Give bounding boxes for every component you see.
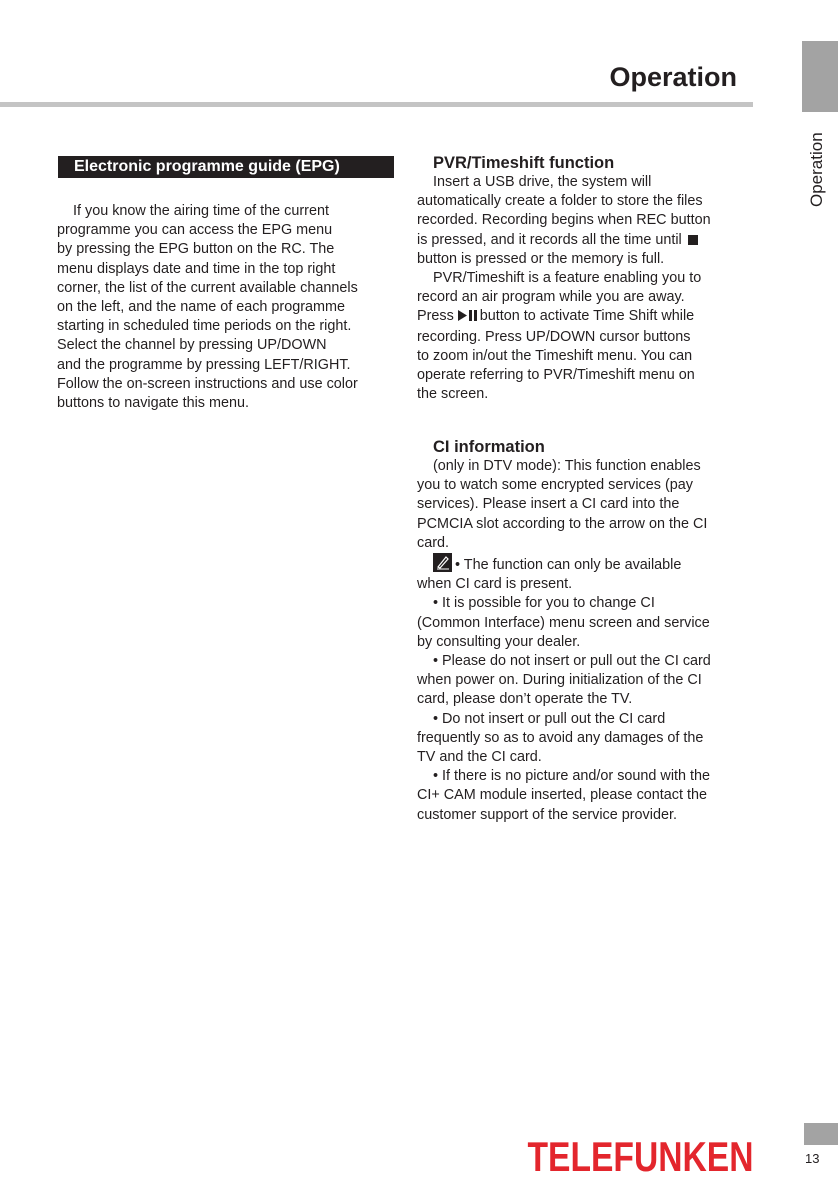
ci-bullet-line: • If there is no picture and/or sound with the xyxy=(433,768,711,785)
ci-bullet-line: • Please do not insert or pull out the CI card xyxy=(433,653,711,670)
pvr-text-line xyxy=(417,231,753,250)
ci-text-line: when power on. During initialization of the CI xyxy=(417,672,702,689)
pvr-text-line: recorded. Recording begins when REC button xyxy=(417,212,711,229)
ci-text-line: frequently so as to avoid any damages of the xyxy=(417,729,704,746)
epg-line: on the left, and the name of each programme xyxy=(57,299,345,316)
pvr-text-line: the screen. xyxy=(417,386,489,403)
epg-heading: Electronic programme guide (EPG) xyxy=(58,156,394,178)
epg-line: programme you can access the EPG menu xyxy=(57,222,333,239)
ci-text-line: customer support of the service provider. xyxy=(417,806,677,823)
page-number: 13 xyxy=(805,1151,820,1166)
pvr-text-line: automatically create a folder to store the files xyxy=(417,193,703,210)
pvr-text-line xyxy=(417,307,753,327)
pvr-text-line: button is pressed or the memory is full. xyxy=(417,250,665,267)
pvr-text: Press xyxy=(417,308,454,325)
epg-line: Select the channel by pressing UP/DOWN xyxy=(57,337,327,354)
ci-text-line: TV and the CI card. xyxy=(417,749,542,766)
pvr-text: is pressed, and it records all the time until xyxy=(417,231,682,248)
epg-line: Follow the on-screen instructions and use color xyxy=(57,375,358,392)
ci-text-line: PCMCIA slot according to the arrow on the CI xyxy=(417,515,708,532)
side-tab xyxy=(802,41,838,112)
ci-heading: CI information xyxy=(433,438,545,456)
epg-line: by pressing the EPG button on the RC. The xyxy=(57,241,335,258)
brand-wordmark: TELEFUNKEN xyxy=(527,1135,754,1175)
ci-text-line: by consulting your dealer. xyxy=(417,633,581,650)
ci-text-line: when CI card is present. xyxy=(417,576,573,593)
ci-section xyxy=(417,437,753,825)
pencil-note-icon xyxy=(433,553,452,572)
ci-text-line: CI+ CAM module inserted, please contact the xyxy=(417,787,707,804)
ci-bullet-line: • Do not insert or pull out the CI card xyxy=(433,710,666,727)
pvr-section xyxy=(417,153,753,404)
pvr-text-line: operate referring to PVR/Timeshift menu on xyxy=(417,367,695,384)
ci-note-line xyxy=(417,553,753,575)
epg-line: If you know the airing time of the current xyxy=(73,203,329,219)
header-divider xyxy=(0,102,753,107)
ci-bullet-line: • It is possible for you to change CI xyxy=(433,595,655,612)
page-title: Operation xyxy=(609,62,737,92)
play-pause-icon xyxy=(458,308,478,327)
pvr-text-line: recording. Press UP/DOWN cursor buttons xyxy=(417,328,691,345)
side-tab-label: Operation xyxy=(807,132,826,207)
ci-text-line: card. xyxy=(417,534,449,551)
pvr-text-line: PVR/Timeshift is a feature enabling you to xyxy=(433,270,702,287)
ci-text-line: (only in DTV mode): This function enables xyxy=(433,458,701,474)
epg-line: starting in scheduled time periods on the right. xyxy=(57,318,352,335)
ci-text-line: (Common Interface) menu screen and service xyxy=(417,614,710,631)
page-number-tab xyxy=(804,1123,838,1145)
pvr-heading: PVR/Timeshift function xyxy=(433,154,615,172)
stop-icon xyxy=(688,235,698,245)
epg-line: buttons to navigate this menu. xyxy=(57,395,249,412)
epg-line: corner, the list of the current available channels xyxy=(57,279,358,296)
ci-text-line: services). Please insert a CI card into the xyxy=(417,496,680,513)
ci-text-line: card, please don’t operate the TV. xyxy=(417,691,633,708)
epg-line: menu displays date and time in the top right xyxy=(57,260,336,277)
epg-body xyxy=(57,202,395,413)
pvr-text: button to activate Time Shift while xyxy=(479,308,695,325)
ci-text-line: you to watch some encrypted services (pay xyxy=(417,477,693,494)
pvr-text-line: Insert a USB drive, the system will xyxy=(433,174,652,190)
pvr-text-line: to zoom in/out the Timeshift menu. You can xyxy=(417,347,693,364)
pvr-text-line: record an air program while you are away. xyxy=(417,289,685,306)
epg-line: and the programme by pressing LEFT/RIGHT. xyxy=(57,356,351,373)
ci-note-text: • The function can only be available xyxy=(455,557,682,574)
telefunken-logo xyxy=(527,1135,754,1175)
